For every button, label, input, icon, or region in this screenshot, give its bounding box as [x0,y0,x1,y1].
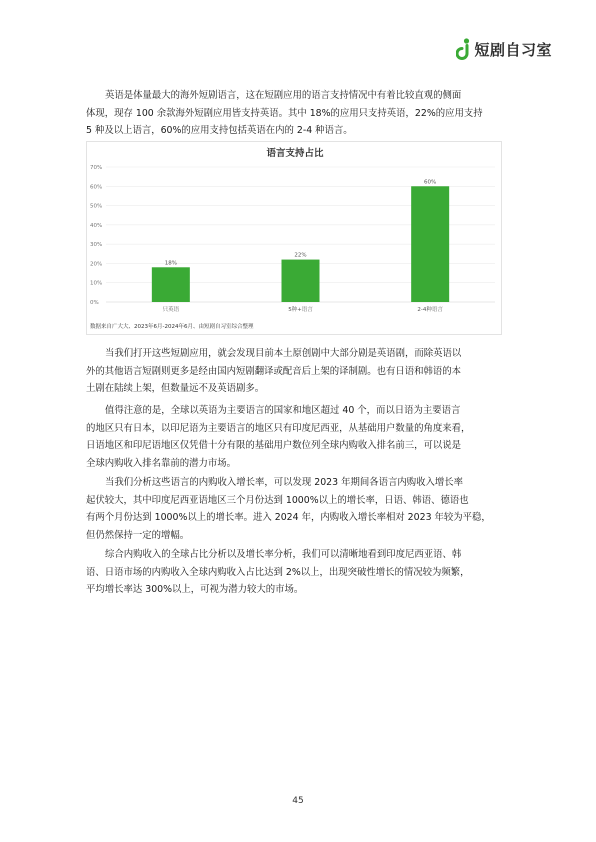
paragraph-line: 英语是体量最大的海外短剧语言，这在短剧应用的语言支持情况中有着比较直观的侧面 [105,90,462,101]
paragraph-line: 土剧在陆续上架，但数量远不及英语剧多。 [86,383,265,394]
paragraph-4 [86,474,514,544]
brand-logo [456,38,552,60]
paragraph-line: 语、日语市场的内购收入全球内购收入占比达到 2%以上，出现突破性增长的情况较为频繁， [86,566,470,578]
language-support-chart [86,141,502,335]
paragraph-line: 日语地区和印尼语地区仅凭借十分有限的基础用户数位列全球内购收入排名前三，可以说是 [86,440,462,451]
paragraph-line: 起伏较大，其中印度尼西亚语地区三个月份达到 1000%以上的增长率，日语、韩语、德语也 [86,494,469,506]
y-tick-label: 30% [90,242,103,249]
paragraph-line: 全球内购收入排名靠前的潜力市场。 [86,457,237,469]
paragraph-line: 但仍然保持一定的增幅。 [86,529,190,541]
paragraph-line: 值得注意的是，全球以英语为主要语言的国家和地区超过 40 个，而以日语为主要语言 [105,405,461,416]
bar-data-label: 60% [424,179,437,186]
y-tick-label: 50% [90,203,103,210]
paragraph-line: 5 种及以上语言，60%的应用支持包括英语在内的 2-4 种语言。 [86,125,353,136]
paragraph-3 [86,402,514,472]
paragraph-line: 体现，现存 100 余款海外短剧应用皆支持英语。其中 18%的应用只支持英语，22%的应用支持 [86,107,483,119]
y-tick-label: 40% [90,222,103,229]
paragraph-line: 当我们分析这些语言的内购收入增长率，可以发现 2023 年期间各语言内购收入增长率 [105,477,463,488]
y-tick-label: 70% [90,165,103,171]
paragraph-line: 外的其他语言短剧则更多是经由国内短剧翻译或配音后上架的译制剧。也有日语和韩语的本 [86,365,462,377]
paragraph-line: 当我们打开这些短剧应用，就会发现目前本土原创剧中大部分剧是英语剧，而除英语以 [105,348,462,359]
x-category-label: 只英语 [162,307,180,313]
y-tick-label: 10% [90,280,103,287]
paragraph-line: 综合内购收入的全球占比分析以及增长率分析，我们可以清晰地看到印度尼西亚语、韩 [105,549,462,560]
paragraph-2 [86,345,514,398]
page-number: 45 [292,796,304,806]
paragraph-line: 有两个月份达到 1000%以上的增长率。进入 2024 年，内购收入增长率相对 2023 年较为平稳， [86,512,491,523]
brand-mark-icon [456,38,470,60]
bar [282,260,320,302]
chart-source-note: 数据来自广大大、2023年6月-2024年6月、由短剧自习室综合整理 [90,324,254,330]
paragraph-5 [86,546,514,599]
bar-data-label: 22% [294,252,307,259]
x-category-label: 2-4种语言 [417,307,443,313]
paragraph-line: 的地区只有日本，以印尼语为主要语言的地区只有印度尼西亚，从基础用户数量的角度来看， [86,422,471,434]
y-tick-label: 60% [90,184,103,191]
y-tick-label: 20% [90,261,103,268]
x-category-label: 5种+语言 [288,307,313,313]
paragraph-line: 平均增长率达 300%以上，可视为潜力较大的市场。 [86,584,304,595]
brand-name: 短剧自习室 [474,40,552,59]
chart-svg [87,142,503,336]
bar-data-label: 18% [164,260,177,267]
bar [411,186,449,302]
paragraph-1 [86,87,514,140]
chart-title: 语言支持占比 [266,148,324,159]
bar [152,267,190,302]
y-tick-label: 0% [90,300,99,306]
